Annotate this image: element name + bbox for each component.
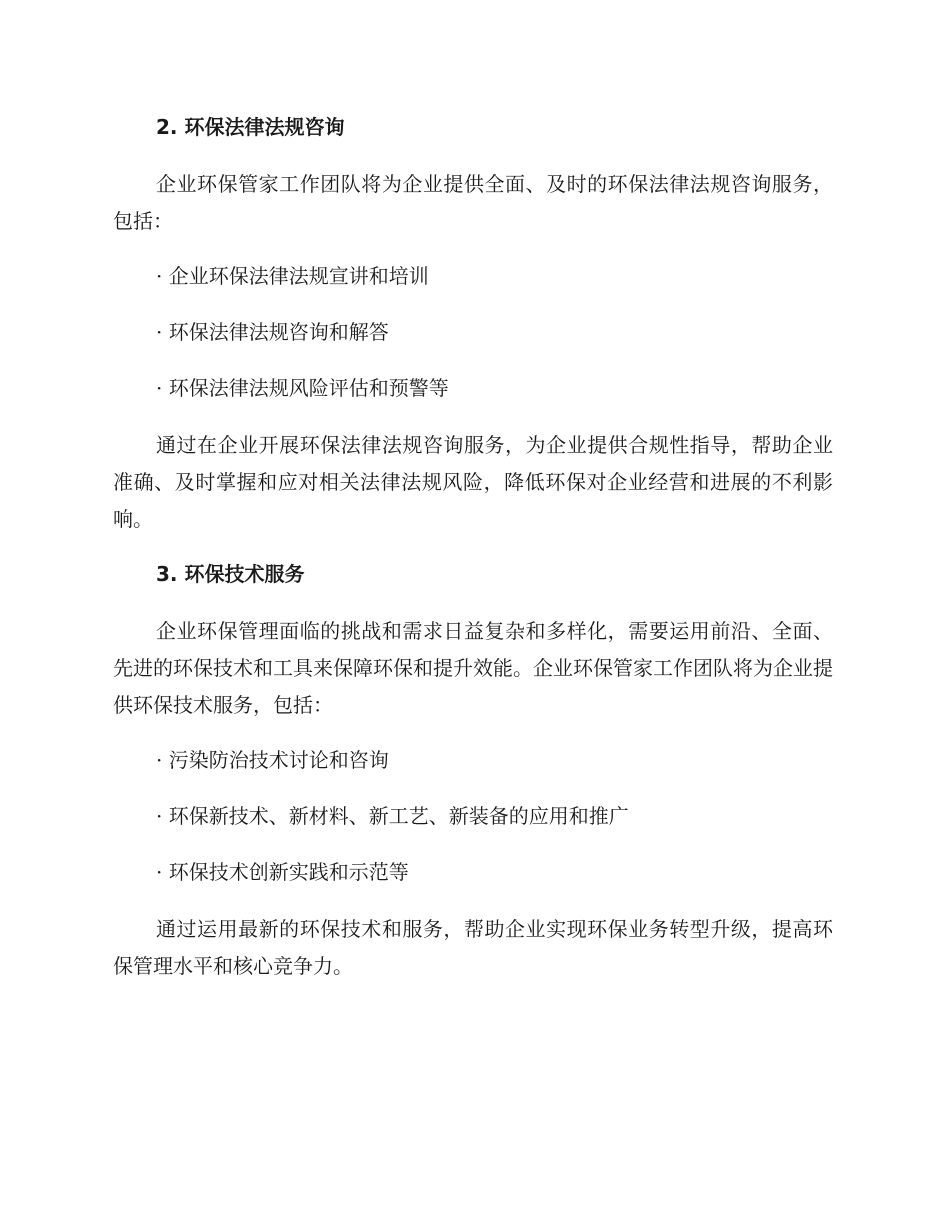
section-intro: 企业环保管理面临的挑战和需求日益复杂和多样化，需要运用前沿、全面、先进的环保技术和工具来保障环保和提升效能。企业环保管家工作团队将为企业提供环保技术服务，包括： — [113, 619, 833, 717]
list-item: · 环保法律法规风险评估和预警等 — [156, 376, 449, 400]
section-summary: 通过运用最新的环保技术和服务，帮助企业实现环保业务转型升级，提高环保管理水平和核心竞争力。 — [113, 917, 833, 978]
section-heading: 2. 环保法律法规咨询 — [156, 115, 345, 139]
section-heading: 3. 环保技术服务 — [156, 562, 305, 586]
list-item: · 环保法律法规咨询和解答 — [156, 320, 389, 344]
section-intro: 企业环保管家工作团队将为企业提供全面、及时的环保法律法规咨询服务，包括： — [113, 172, 833, 233]
list-item: · 企业环保法律法规宣讲和培训 — [156, 264, 429, 288]
list-item: · 环保新技术、新材料、新工艺、新装备的应用和推广 — [156, 804, 629, 828]
document-page — [113, 110, 833, 985]
list-item: · 环保技术创新实践和示范等 — [156, 860, 409, 884]
list-item: · 污染防治技术讨论和咨询 — [156, 748, 389, 772]
section-summary: 通过在企业开展环保法律法规咨询服务，为企业提供合规性指导，帮助企业准确、及时掌握和应对相关法律法规风险，降低环保对企业经营和进展的不利影响。 — [113, 433, 833, 531]
